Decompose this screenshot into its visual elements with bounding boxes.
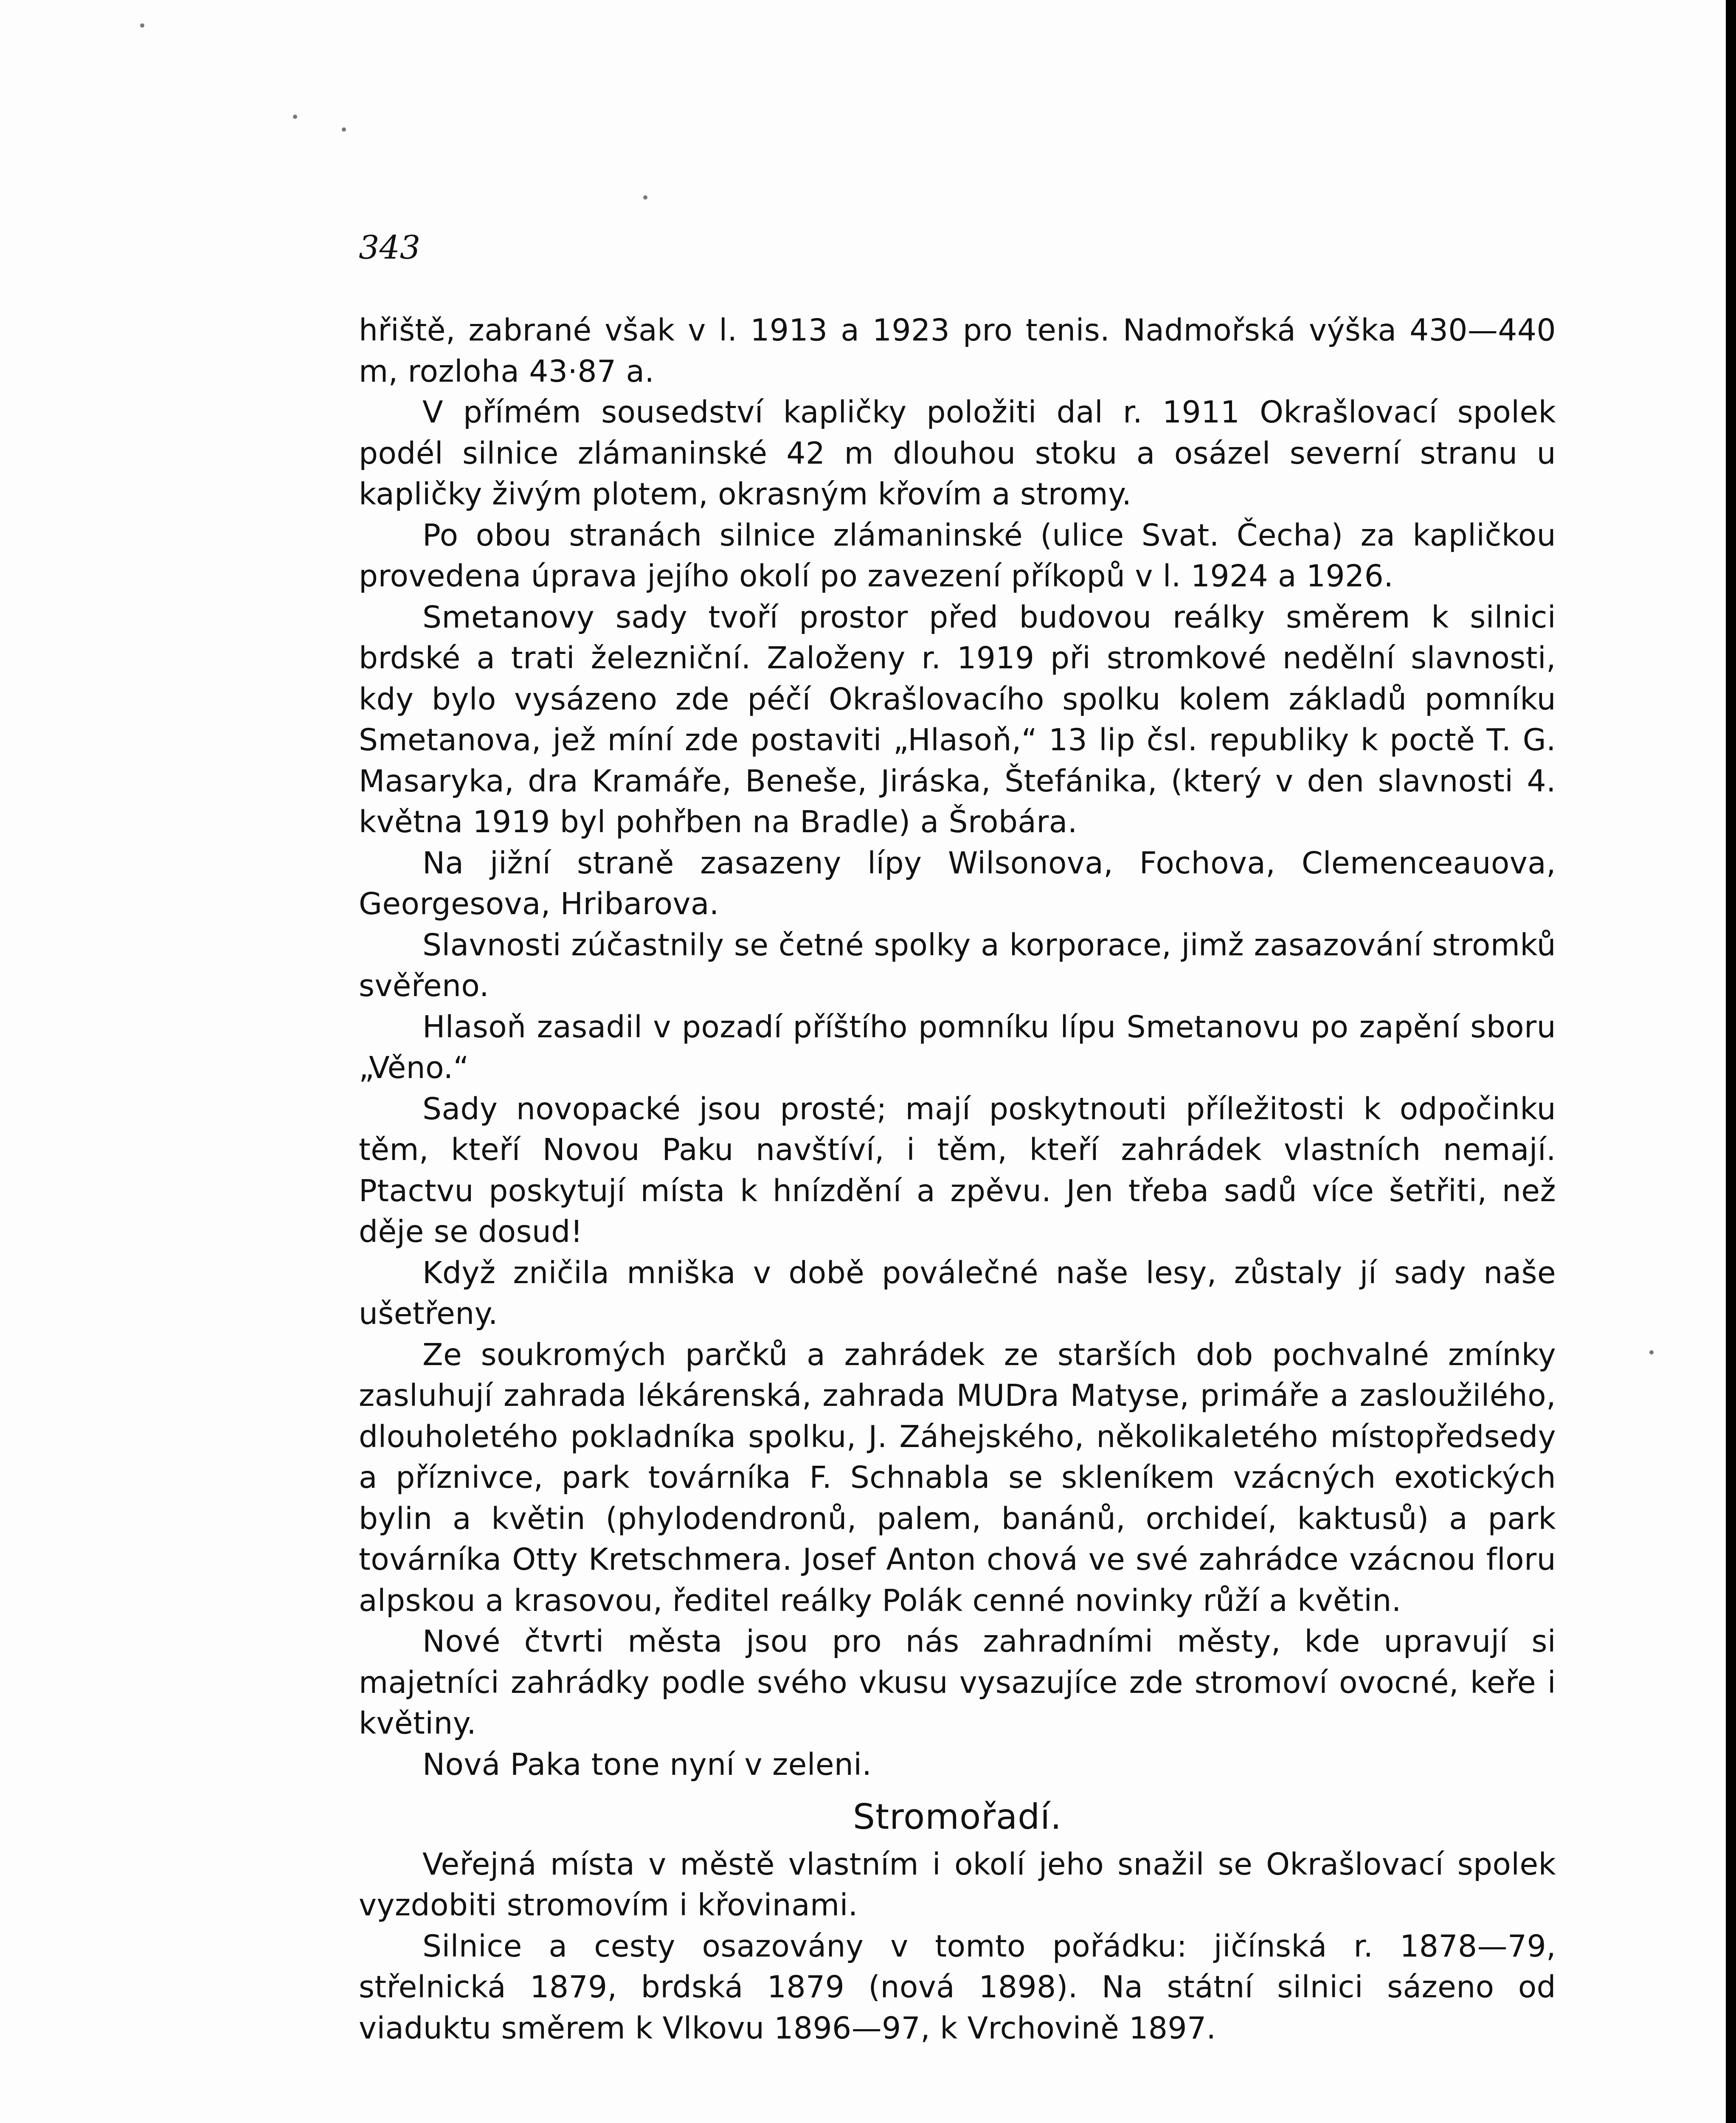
paragraph: Hlasoň zasadil v pozadí příštího pomníku lípu Smetanovu po zapění sboru „Věno.“: [359, 1009, 1556, 1085]
paragraph: Slavnosti zúčastnily se četné spolky a korporace, jimž zasazování stromků svěřeno.: [359, 927, 1556, 1003]
paragraph: Na jižní straně zasazeny lípy Wilsonova, Fochova, Clemenceauova, Georgesova, Hribarova.: [359, 845, 1556, 921]
paragraph: Veřejná místa v městě vlastním i okolí jeho snažil se Okrašlovací spolek vyzdobiti stromovím i křovinami.: [359, 1846, 1556, 1923]
paragraph: Po obou stranách silnice zlámaninské (ulice Svat. Čecha) za kapličkou provedena úprava jejího okolí po zavezení příkopů v l. 1924 a 1926.: [359, 517, 1556, 594]
section-heading: Stromořadí.: [853, 1797, 1062, 1837]
page-number: 343: [359, 228, 421, 266]
dust-speck: [293, 115, 297, 119]
paragraph: Když zničila mniška v době poválečné naše lesy, zůstaly jí sady naše ušetřeny.: [359, 1255, 1556, 1331]
paragraph: Nová Paka tone nyní v zeleni.: [422, 1746, 872, 1782]
scan-edge: [1726, 0, 1736, 2123]
paragraph: Smetanovy sady tvoří prostor před budovou reálky směrem k silnici brdské a trati železniční. Založeny r. 1919 při stromkové nedělní slavnosti, kdy bylo vysázeno zde péčí Okrašlovacího spolku kolem základů pomníku Smetanova, jež míní zde postaviti „Hlasoň,“ 13 lip čsl. republiky k poctě T. G. Masaryka, dra Kramáře, Beneše, Jiráska, Štefánika, (který v den slavnosti 4. května 1919 byl pohřben na Bradle) a Šrobára.: [359, 599, 1556, 839]
paragraph: Silnice a cesty osazovány v tomto pořádku: jičínská r. 1878—79, střelnická 1879, brdská 1879 (nová 1898). Na státní silnici sázeno od viaduktu směrem k Vlkovu 1896—97, k Vrchovině 1897.: [359, 1928, 1556, 2046]
dust-speck: [1649, 1350, 1654, 1354]
paragraph: V přímém sousedství kapličky položiti dal r. 1911 Okrašlovací spolek podél silnice zlámaninské 42 m dlouhou stoku a osázel severní stranu u kapličky živým plotem, okrasným křovím a stromy.: [359, 394, 1556, 512]
dust-speck: [342, 127, 346, 132]
dust-speck: [140, 23, 144, 28]
paragraph: Sady novopacké jsou prosté; mají poskytnouti příležitosti k odpočinku těm, kteří Novou Paku navštíví, i těm, kteří zahrádek vlastních nemají. Ptactvu poskytují místa k hnízdění a zpěvu. Jen třeba sadů více šetřiti, než děje se dosud!: [359, 1091, 1556, 1249]
dust-speck: [643, 195, 647, 200]
paragraph: hřiště, zabrané však v l. 1913 a 1923 pro tenis. Nadmořská výška 430—440 m, rozloha 43·87 a.: [359, 313, 1556, 389]
paragraph: Ze soukromých parčků a zahrádek ze starších dob pochvalné zmínky zasluhují zahrada lékárenská, zahrada MUDra Matyse, primáře a zasloužilého, dlouholetého pokladníka spolku, J. Záhejského, několikaletého místopředsedy a příznivce, park továrníka F. Schnabla se skleníkem vzácných exotických bylin a květin (phylodendronů, palem, banánů, orchideí, kaktusů) a park továrníka Otty Kretschmera. Josef Anton chová ve své zahrádce vzácnou floru alpskou a krasovou, ředitel reálky Polák cenné novinky růží a květin.: [359, 1337, 1556, 1618]
body-text: [359, 310, 1556, 2049]
paragraph: Nové čtvrti města jsou pro nás zahradními městy, kde upravují si majetníci zahrádky podle svého vkusu vysazujíce zde stromoví ovocné, keře i květiny.: [359, 1624, 1556, 1741]
